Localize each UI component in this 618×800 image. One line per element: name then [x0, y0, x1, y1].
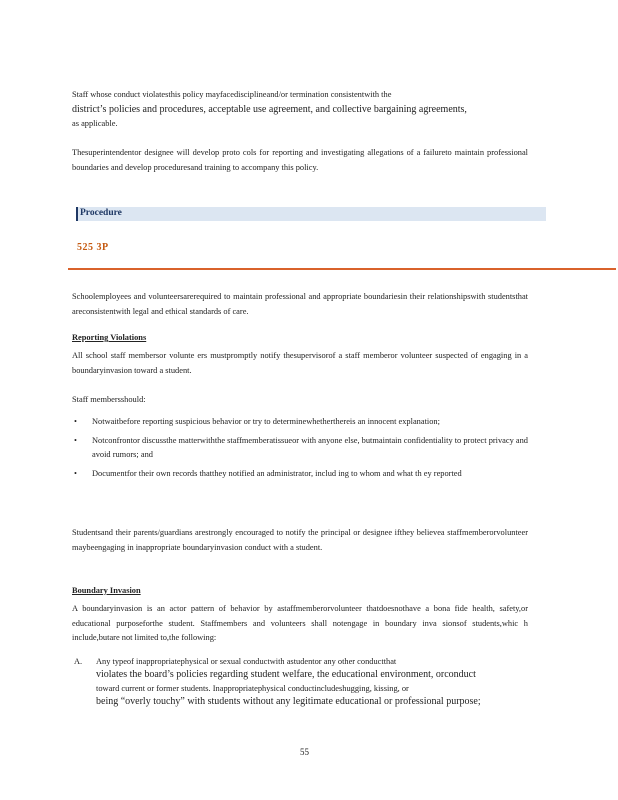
list-item: • Notwaitbefore reporting suspicious behavior or try to determinewhetherthereis an innocent explanation; [72, 415, 528, 430]
consequences-paragraph [72, 88, 528, 132]
policy-number: 525 3P [77, 242, 109, 253]
bullet-icon: • [74, 417, 77, 426]
section-divider [68, 268, 616, 270]
item-letter: A. [74, 657, 83, 666]
item-a-line-4: being “overly touchy” with students without any legitimate educational or professional purpose; [96, 696, 481, 708]
boundary-item-a [72, 655, 528, 709]
reporting-violations-heading: Reporting Violations [72, 333, 147, 342]
staff-duties-list [72, 415, 528, 485]
students-parents-paragraph: Studentsand their parents/guardians arestrongly encouraged to notify the principal or designee ifthey believea staffmemberorvolunteer maybeengaging in inappropriate boundaryinvasion conduct with a student. [72, 528, 528, 552]
item-a-line-1: Any typeof inappropriatephysical or sexual conductwith astudentor any other conductthat [96, 657, 397, 666]
item-a-line-3: toward current or former students. Inappropriatephysical conductincludeshugging, kissing, or [96, 683, 409, 693]
procedure-banner [76, 207, 546, 221]
cursor-mark [76, 207, 78, 221]
consequences-line-1: Staff whose conduct violatesthis policy mayfacedisciplineand/or termination consistentwith the [72, 90, 392, 99]
bullet-icon: • [74, 468, 77, 478]
staff-should-label: Staff membersshould: [72, 395, 146, 404]
maintain-boundaries-paragraph: Schoolemployees and volunteersarerequired to maintain professional and appropriate boundariesin their relationshipswith studentsthat areconsistentwith legal and ethical standards of care. [72, 292, 528, 316]
bullet-icon: • [74, 435, 77, 445]
boundary-invasion-paragraph: A boundaryinvasion is an actor pattern of behavior by astaffmemberorvolunteer thatdoesnothave a bona fide health, safety,or educational purposeforthe student. Staffmembers and volunteers shall notengage in boundary inva sionsof students,whic h include,butare not limited to,the following: [72, 604, 528, 643]
procedure-heading: Procedure [80, 208, 122, 218]
consequences-line-3: as applicable. [72, 119, 118, 129]
list-item: • Notconfrontor discussthe matterwiththe staffmemberatissueor with anyone else, butmaintain confidentiality to protect privacy and avoid rumors; and [74, 435, 528, 460]
consequences-line-2: district’s policies and procedures, acceptable use agreement, and collective bargaining agreements, [72, 103, 467, 115]
superintendent-paragraph: Thesuperintendentor designee will develop proto cols for reporting and investigating allegations of a failureto maintain professional boundaries and develop proceduresand training to accompany this policy. [72, 148, 528, 172]
boundary-invasion-heading: Boundary Invasion [72, 586, 141, 595]
page-number: 55 [300, 747, 309, 757]
reporting-paragraph: All school staff membersor volunte ers mustpromptly notify thesupervisorof a staff memberor volunteer suspected of engaging in a boundaryinvasion toward a student. [72, 351, 528, 375]
list-item: • Documentfor their own records thatthey notified an administrator, includ ing to whom and what th ey reported [72, 467, 528, 482]
item-a-line-2: violates the board’s policies regarding student welfare, the educational environment, orconduct [96, 669, 476, 681]
